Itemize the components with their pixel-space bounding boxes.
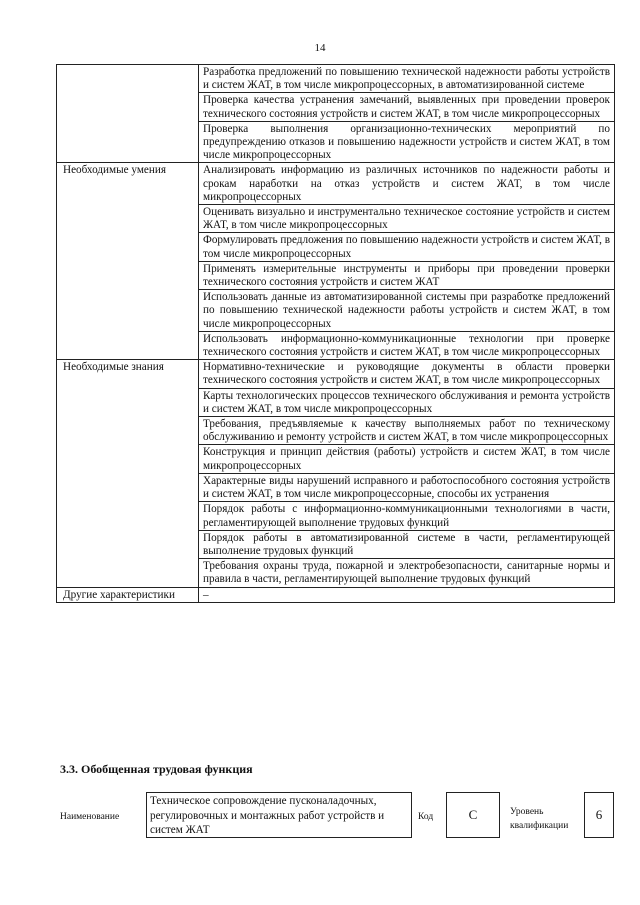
section-title: 3.3. Обобщенная трудовая функция xyxy=(60,762,253,776)
level-value-box: 6 xyxy=(584,792,614,838)
level-label: Уровень квалификации xyxy=(510,807,569,831)
name-label: Наименование xyxy=(60,812,120,822)
table-cell-item: Формулировать предложения по повышению надежности устройств и систем ЖАТ, в том числе микропроцессорных xyxy=(199,233,615,261)
code-value-box: C xyxy=(446,792,500,838)
table-cell-item: Конструкция и принцип действия (работы) устройств и систем ЖАТ, в том числе микропроцессорных xyxy=(199,445,615,473)
row-group-label: Другие характеристики xyxy=(57,587,199,602)
table-cell-item: Порядок работы с информационно-коммуникационными технологиями в части, регламентирующей выполнение трудовых функций xyxy=(199,502,615,530)
table-row xyxy=(57,163,615,205)
row-group-label: Необходимые знания xyxy=(57,360,199,587)
table-cell-item: Требования, предъявляемые к качеству выполняемых работ по техническому обслуживанию и ремонту устройств и систем ЖАТ, в том числе микропроцессорных xyxy=(199,417,615,445)
table-cell-item: Применять измерительные инструменты и приборы при проведении проверки технического состояния устройств и систем ЖАТ xyxy=(199,261,615,289)
row-group-label xyxy=(57,65,199,163)
table-cell-item: Использовать данные из автоматизированной системы при разработке предложений по повышению технической надежности работы устройств и систем ЖАТ, в том числе микропроцессорных xyxy=(199,290,615,332)
table-cell-item: Разработка предложений по повышению технической надежности работы устройств и систем ЖАТ, в том числе микропроцессорных, в автоматизированной системе xyxy=(199,65,615,93)
table-row xyxy=(57,360,615,388)
table-cell-item: Оценивать визуально и инструментально техническое состояние устройств и систем ЖАТ, в том числе микропроцессорных xyxy=(199,205,615,233)
code-label: Код xyxy=(418,812,434,822)
table-cell-item: Характерные виды нарушений исправного и работоспособного состояния устройств и систем ЖАТ, в том числе микропроцессорные, способы их устранения xyxy=(199,473,615,501)
table-cell-item: Использовать информационно-коммуникационные технологии при проверке технического состояния устройств и систем ЖАТ, в том числе микропроцессорных xyxy=(199,331,615,359)
table-row xyxy=(57,587,615,602)
table-cell-item: Анализировать информацию из различных источников по надежности работы и срокам наработки на отказ устройств и систем ЖАТ, в том числе микропроцессорных xyxy=(199,163,615,205)
table-cell-item: Нормативно-технические и руководящие документы в области проверки технического состояния устройств и систем ЖАТ, в том числе микропроцессорных xyxy=(199,360,615,388)
generalized-function-row xyxy=(56,792,616,846)
table-cell-item: Требования охраны труда, пожарной и электробезопасности, санитарные нормы и правила в части, регламентирующей выполнение трудовых функций xyxy=(199,559,615,587)
table-cell-item: Проверка выполнения организационно-технических мероприятий по предупреждению отказов и повышению надежности устройств и систем ЖАТ, в том числе микропроцессорных xyxy=(199,121,615,163)
table-row xyxy=(57,65,615,93)
labor-function-table xyxy=(56,64,615,603)
table-cell-item: Карты технологических процессов технического обслуживания и ремонта устройств и систем ЖАТ, в том числе микропроцессорных xyxy=(199,388,615,416)
row-group-label: Необходимые умения xyxy=(57,163,199,360)
name-value-box: Техническое сопровождение пусконаладочных, регулировочных и монтажных работ устройств и систем ЖАТ xyxy=(146,792,412,838)
table-cell-item: – xyxy=(199,587,615,602)
page-number: 14 xyxy=(314,42,326,54)
table-cell-item: Порядок работы в автоматизированной системе в части, регламентирующей выполнение трудовых функций xyxy=(199,530,615,558)
table-cell-item: Проверка качества устранения замечаний, выявленных при проведении проверок технического состояния устройств и систем ЖАТ, в том числе микропроцессорных xyxy=(199,93,615,121)
